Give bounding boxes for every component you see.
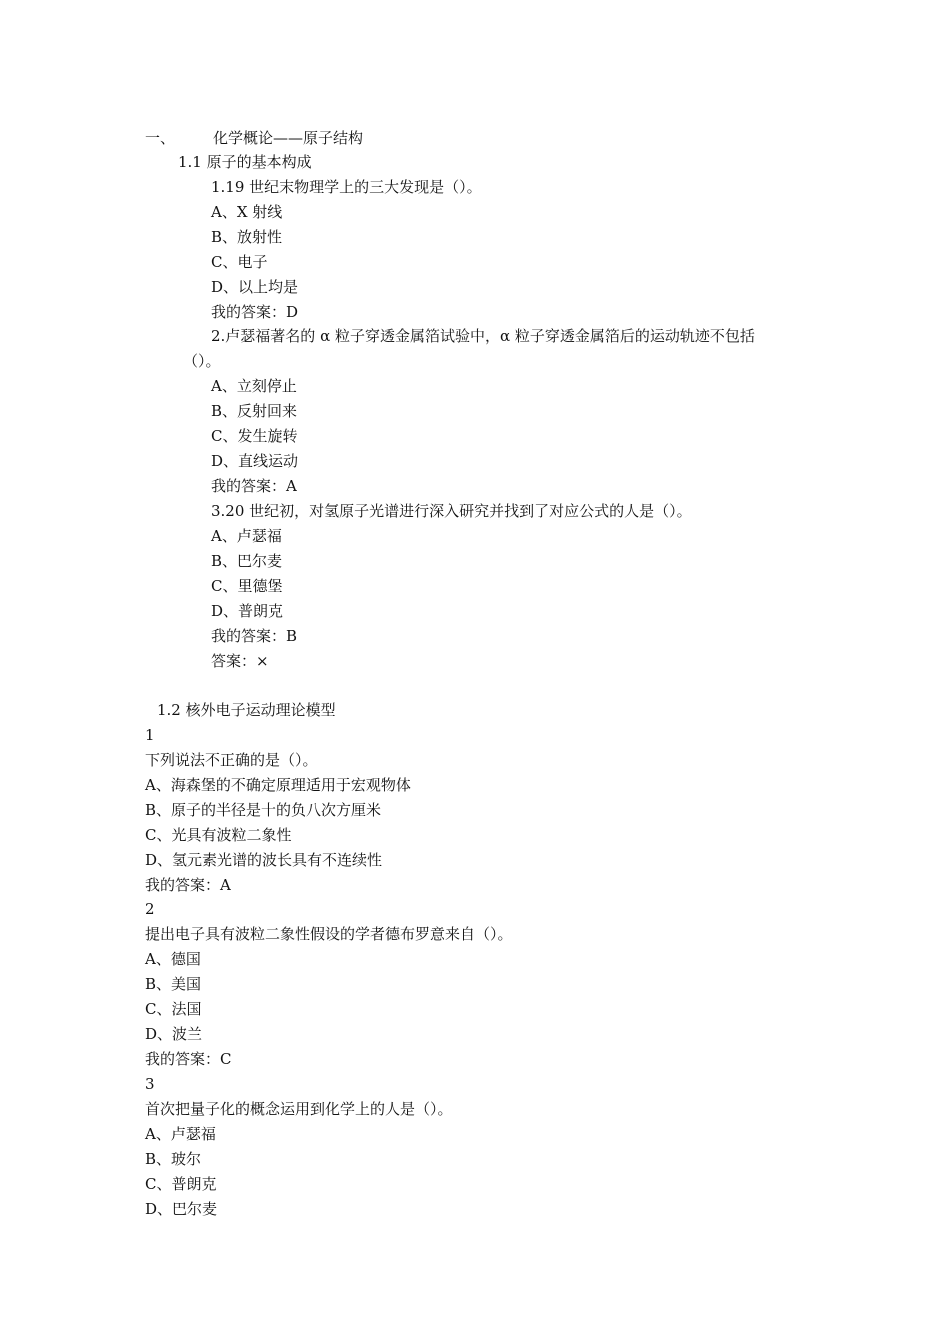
option-c: C、里德堡 — [211, 577, 283, 595]
option-b: B、反射回来 — [211, 402, 298, 420]
answer-result: 答案：× — [211, 652, 269, 670]
my-answer: 我的答案：A — [145, 876, 231, 894]
option-b: B、放射性 — [211, 228, 283, 246]
question-text: 3.20 世纪初，对氢原子光谱进行深入研究并找到了对应公式的人是（）。 — [211, 502, 692, 520]
option-b: B、原子的半径是十的负八次方厘米 — [145, 801, 382, 819]
option-d: D、巴尔麦 — [145, 1200, 218, 1218]
option-d: D、普朗克 — [211, 602, 284, 620]
question-number: 2 — [145, 900, 155, 918]
option-a: A、海森堡的不确定原理适用于宏观物体 — [145, 776, 411, 794]
option-c: C、普朗克 — [145, 1175, 217, 1193]
question-text: 1.19 世纪末物理学上的三大发现是（）。 — [211, 178, 482, 196]
option-b: B、巴尔麦 — [211, 552, 283, 570]
question-text: 首次把量子化的概念运用到化学上的人是（）。 — [145, 1100, 453, 1118]
option-a: A、立刻停止 — [211, 377, 297, 395]
question-text: 2.卢瑟福著名的 α 粒子穿透金属箔试验中，α 粒子穿透金属箔后的运动轨迹不包括 — [211, 327, 755, 345]
option-d: D、以上均是 — [211, 278, 299, 296]
section-title: 1.2 核外电子运动理论模型 — [157, 701, 336, 719]
option-d: D、氢元素光谱的波长具有不连续性 — [145, 851, 383, 869]
option-d: D、直线运动 — [211, 452, 299, 470]
option-a: A、卢瑟福 — [211, 527, 282, 545]
option-a: A、X 射线 — [211, 203, 283, 221]
question-number: 3 — [145, 1075, 155, 1093]
chapter-heading — [145, 128, 363, 148]
my-answer: 我的答案：D — [211, 303, 299, 321]
option-d: D、波兰 — [145, 1025, 203, 1043]
option-c: C、电子 — [211, 253, 268, 271]
option-c: C、光具有波粒二象性 — [145, 826, 292, 844]
option-b: B、玻尔 — [145, 1150, 202, 1168]
option-b: B、美国 — [145, 975, 202, 993]
chapter-title: 化学概论——原子结构 — [213, 129, 364, 147]
my-answer: 我的答案：A — [211, 477, 297, 495]
option-a: A、卢瑟福 — [145, 1125, 216, 1143]
option-c: C、法国 — [145, 1000, 202, 1018]
my-answer: 我的答案：B — [211, 627, 298, 645]
option-a: A、德国 — [145, 950, 201, 968]
chapter-number: 一、 — [145, 129, 176, 147]
section-title: 1.1 原子的基本构成 — [178, 153, 312, 171]
question-text: 提出电子具有波粒二象性假设的学者德布罗意来自（）。 — [145, 925, 513, 943]
my-answer: 我的答案：C — [145, 1050, 232, 1068]
question-text-continued: （）。 — [183, 352, 221, 370]
option-c: C、发生旋转 — [211, 427, 298, 445]
question-number: 1 — [145, 726, 155, 744]
question-text: 下列说法不正确的是（）。 — [145, 751, 318, 769]
